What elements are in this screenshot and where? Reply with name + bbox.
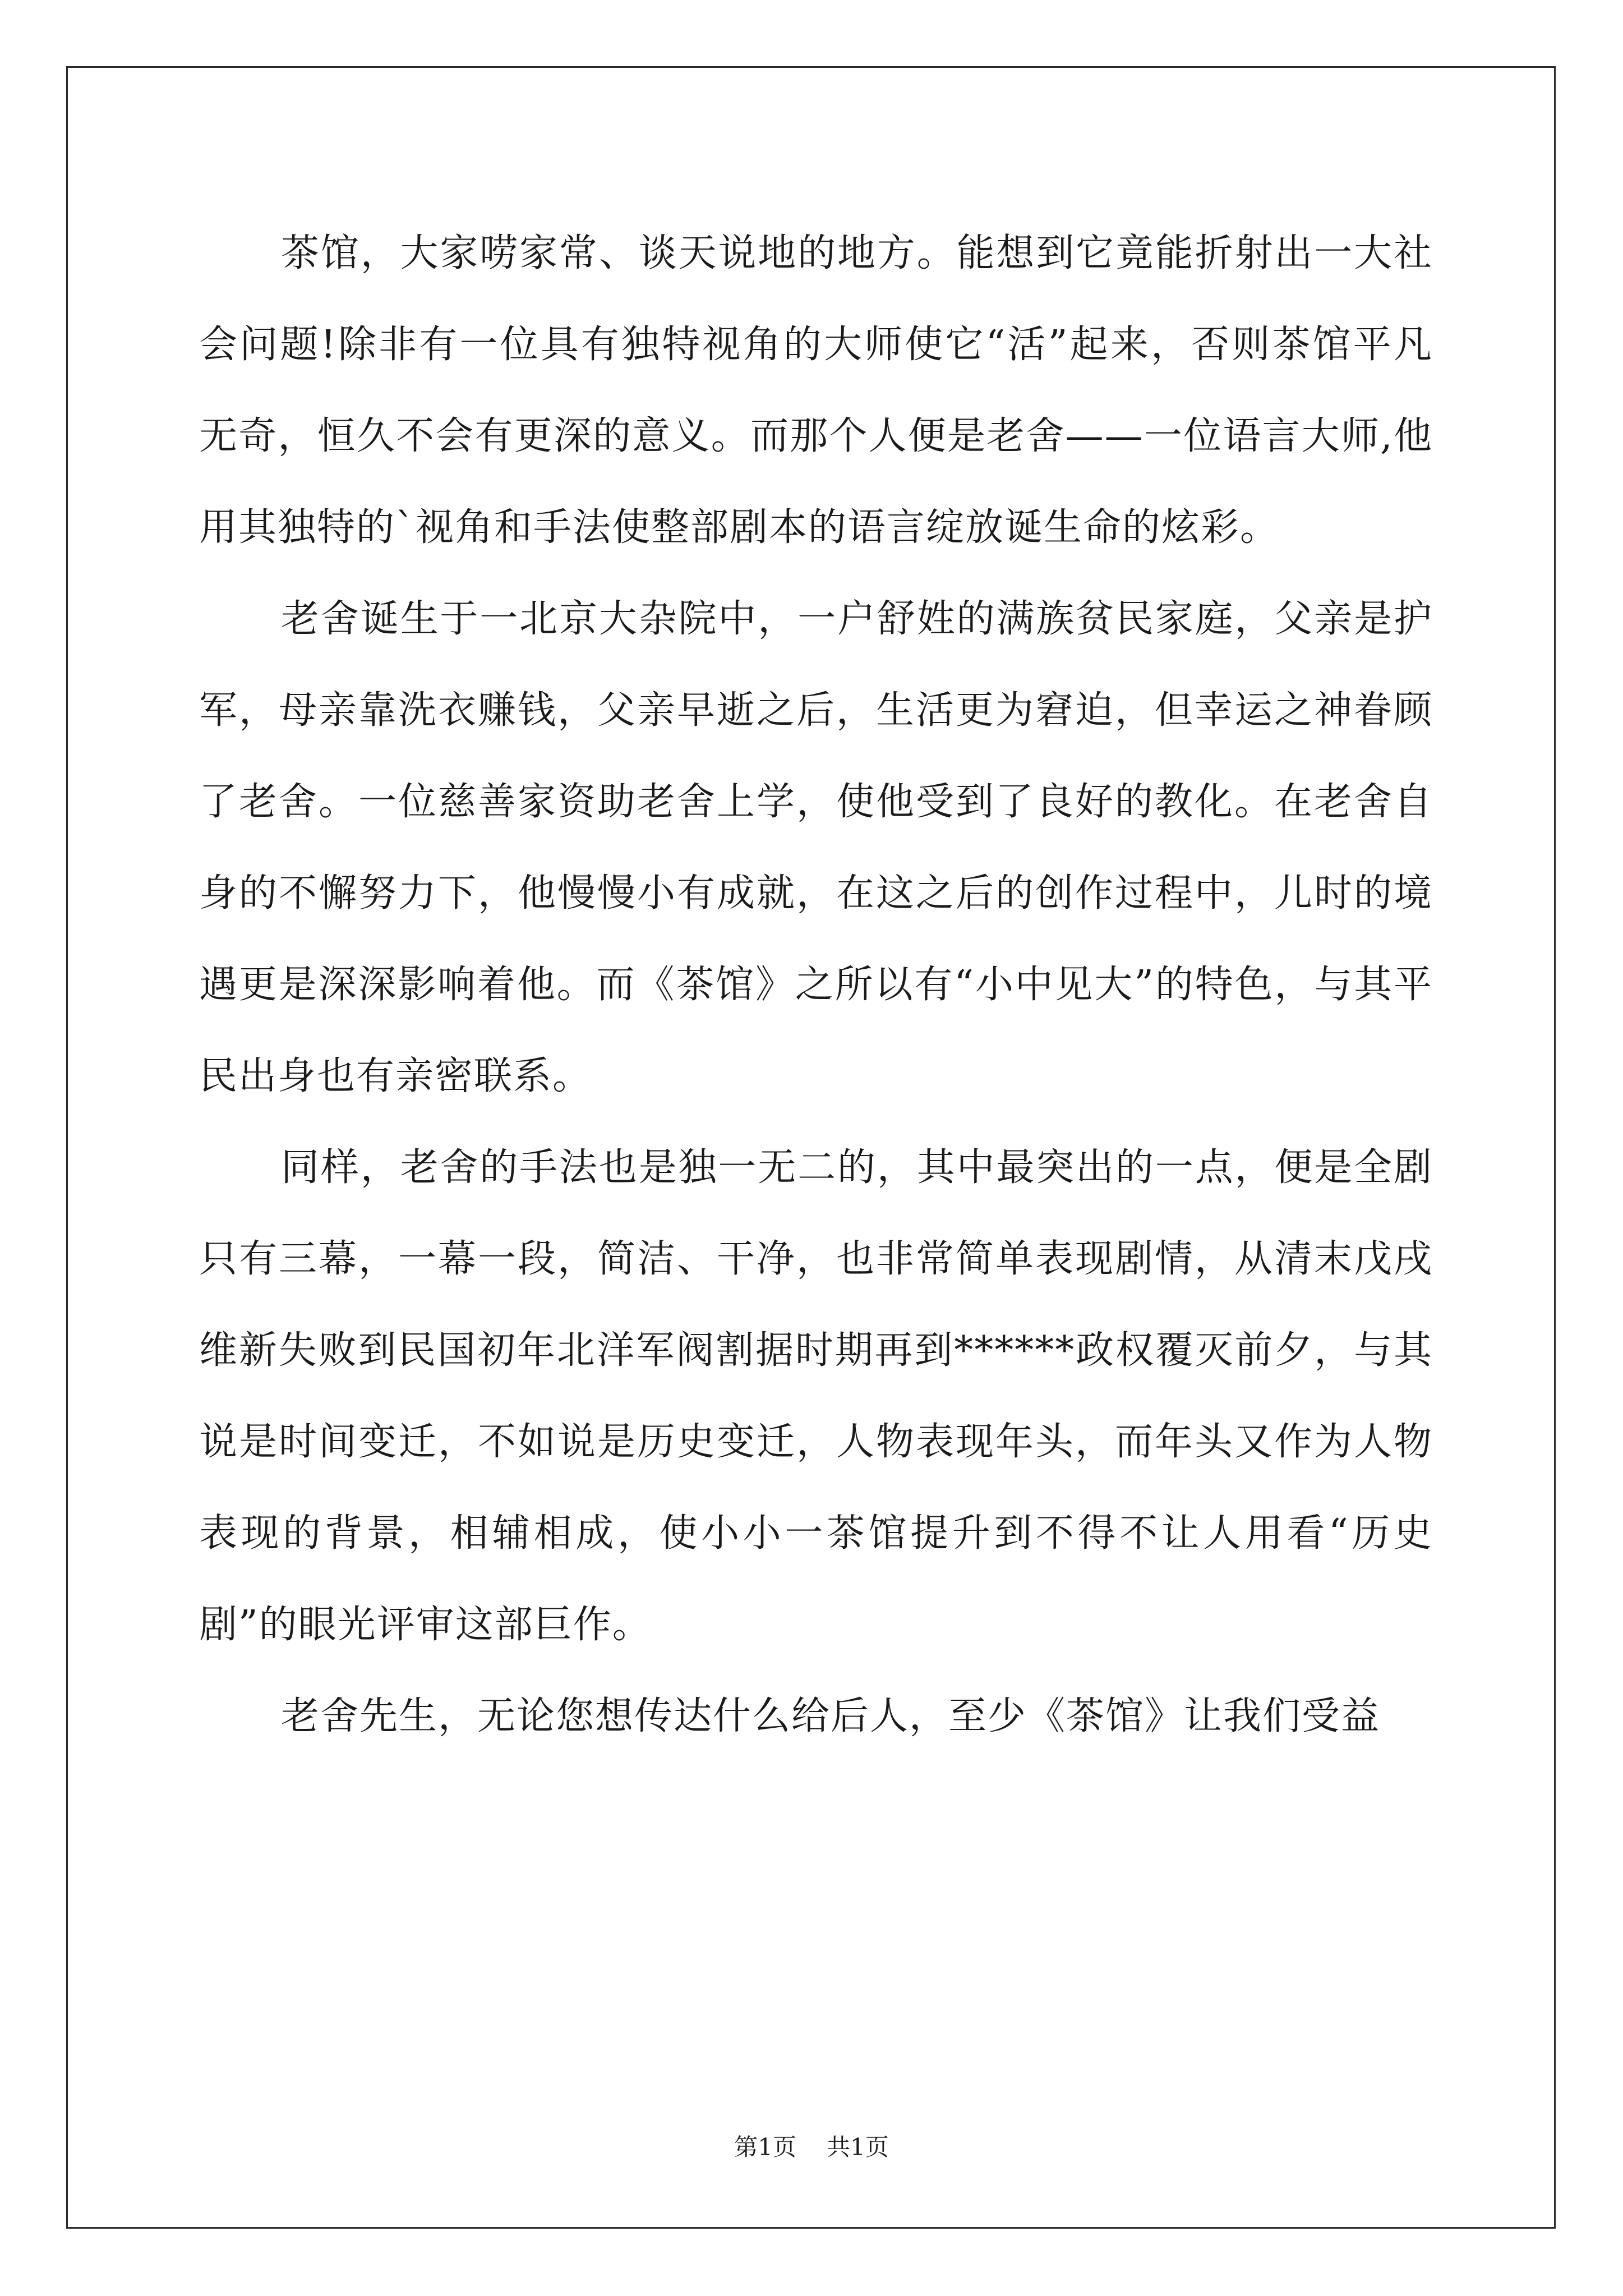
page-footer [0,2131,1623,2164]
paragraph-4: 老舍先生，无论您想传达什么给后人，至少《茶馆》让我们受益 [281,1694,1381,1738]
document-body [199,208,1433,1762]
page-total: 共1页 [827,2133,889,2161]
paragraph-1: 茶馆，大家唠家常、谈天说地的地方。能想到它竟能折射出一大社会问题!除非有一位具有独特视角的大师使它“活”起来，否则茶馆平凡无奇，恒久不会有更深的意义。而那个人便是老舍——一位语言大师,他用其独特的`视角和手法使整部剧本的语言绽放诞生命的炫彩。 [199,231,1433,550]
paragraph-3: 同样，老舍的手法也是独一无二的，其中最突出的一点，便是全剧只有三幕，一幕一段，简洁、干净，也非常简单表现剧情，从清末戊戌维新失败到民国初年北洋军阀割据时期再到******政权覆灭前夕，与其说是时间变迁，不如说是历史变迁，人物表现年头，而年头又作为人物表现的背景，相辅相成，使小小一茶馆提升到不得不让人用看“历史剧”的眼光评审这部巨作。 [199,1145,1433,1647]
paragraph-2: 老舍诞生于一北京大杂院中，一户舒姓的满族贫民家庭，父亲是护军，母亲靠洗衣赚钱，父亲早逝之后，生活更为窘迫，但幸运之神眷顾了老舍。一位慈善家资助老舍上学，使他受到了良好的教化。在老舍自身的不懈努力下，他慢慢小有成就，在这之后的创作过程中，儿时的境遇更是深深影响着他。而《茶馆》之所以有“小中见大”的特色，与其平民出身也有亲密联系。 [199,597,1433,1098]
page-number: 第1页 [734,2133,796,2161]
